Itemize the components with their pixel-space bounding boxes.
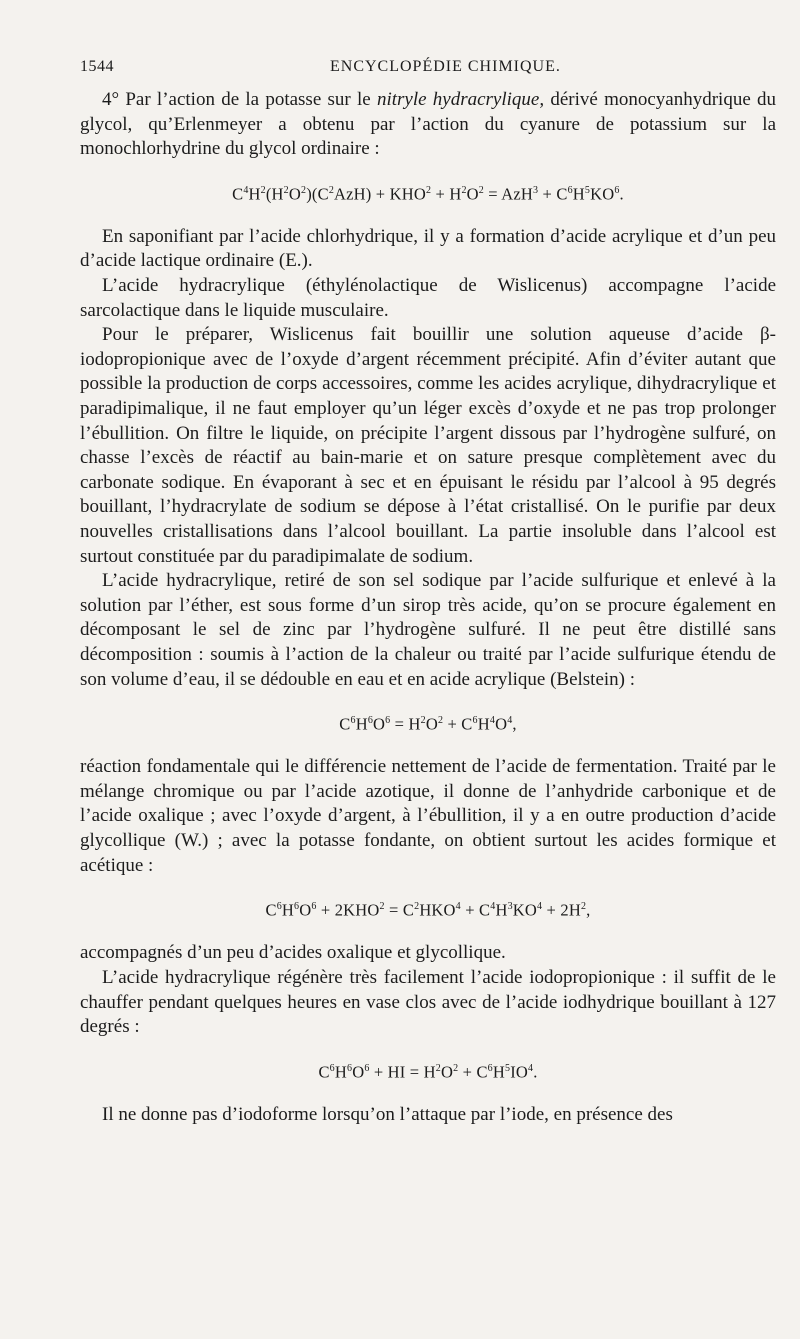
formula-superscript: 2	[478, 184, 484, 196]
formula-superscript: 4	[528, 1062, 534, 1074]
paragraph-accompanied: accompagnés d’un peu d’acides oxalique et glycollique.	[80, 942, 506, 964]
formula-superscript: 2	[414, 901, 420, 913]
formula-superscript: 2	[461, 184, 467, 196]
formula-1: $C^4H^2(H^2O^2)(C^2AzH) + KHO^2 + H^2O^2 = AzH^3 + C^6H^5KO^6$.	[232, 184, 624, 204]
formula-superscript: 6	[294, 901, 300, 913]
formula-superscript: 5	[505, 1062, 511, 1074]
formula-superscript: 6	[472, 715, 478, 727]
formula-superscript: 4	[507, 715, 513, 727]
formula-superscript: 2	[328, 184, 335, 196]
formula-superscript: 2	[580, 901, 587, 913]
paragraph-iodoform: Il ne donne pas d’iodoforme lorsqu’on l’attaque par l’iode, en présence des	[102, 1103, 673, 1125]
formula-superscript: 2	[260, 184, 266, 196]
formula-superscript: 6	[276, 901, 282, 913]
running-title: ENCYCLOPÉDIE CHIMIQUE.	[330, 58, 561, 75]
formula-superscript: 4	[537, 901, 543, 913]
formula-superscript: 6	[329, 1062, 335, 1074]
paragraph-occurrence: L’acide hydracrylique (éthylénolactique de Wislicenus) accompagne l’acide sarcolactique dans le liquide musculaire.	[80, 275, 776, 321]
formula-superscript: 2	[301, 184, 307, 196]
formula-2: $C^6H^6O^6 = H^2O^2 + C^6H^4O^4$,	[339, 714, 517, 734]
formula-superscript: 2	[425, 184, 432, 196]
formula-3: $C^6H^6O^6 + 2KHO^2 = C^2HKO^4 + C^4H^3KO^4 + 2H^2$,	[265, 900, 591, 920]
paragraph-reaction: réaction fondamentale qui le différencie nettement de l’acide de fermentation. Traité par le mélange chromique ou par l’acide azotique, il donne de l’anhydride carbonique et de l’acide oxalique ; avec l’oxyde d’argent, à l’ébullition, il y a en outre production d’acide glycollique (W.) ; avec la potasse fondante, on obtient surtout les acides formique et acétique :	[80, 756, 776, 876]
formula-superscript: 2	[435, 1062, 441, 1074]
formula-superscript: 2	[453, 1062, 459, 1074]
formula-superscript: 4	[490, 901, 496, 913]
body-text	[80, 88, 776, 1127]
formula-superscript: 6	[567, 184, 573, 196]
page-number: 1544	[80, 58, 114, 75]
formula-superscript: 6	[346, 1062, 353, 1074]
formula-superscript: 2	[420, 715, 426, 727]
formula-superscript: 2	[437, 715, 444, 727]
formula-superscript: 6	[614, 184, 620, 196]
paragraph-saponification: En saponifiant par l’acide chlorhydrique, il y a formation d’acide acrylique et d’un peu d’acide lactique ordinaire (E.).	[80, 225, 776, 272]
formula-superscript: 4	[455, 901, 461, 913]
paragraph-preparation: Pour le préparer, Wislicenus fait bouillir une solution aqueuse d’acide β-iodopropionique avec de l’oxyde d’argent récemment précipité. Afin d’éviter autant que possible la production de corps accessoires, comme les acides acrylique, dihydracrylique et paradipimalique, il ne faut employer qu’un léger excès d’oxyde et ne pas trop prolonger l’ébullition. On filtre le liquide, on précipite l’argent dissous par l’hydrogène sulfuré, on chasse l’excès de réactif au bain-marie et on sature presque complètement avec du carbonate sodique. En évaporant à sec et en épuisant le résidu par l’alcool à 95 degrés bouillant, l’hydracrylate de sodium se dépose à l’état cristallisé. On le purifie par deux nouvelles cristallisations dans l’alcool bouillant. La partie insoluble dans l’alcool est surtout constituée par du paradipimalate de sodium.	[80, 324, 776, 567]
formula-superscript: 6	[487, 1062, 493, 1074]
formula-superscript: 6	[367, 715, 374, 727]
emphasis-nitryle: nitryle hydracrylique,	[376, 89, 545, 110]
page-header	[80, 52, 776, 80]
paragraph-nitryle: 4° Par l’action de la potasse sur le nitryle hydracrylique, dérivé monocyanhydrique du glycol, qu’Erlenmeyer a obtenu par l’action du cyanure de potassium sur la monochlorhydrine du glycol ordinaire :	[80, 89, 777, 160]
formula-superscript: 4	[243, 184, 249, 196]
formula-superscript: 5	[584, 184, 591, 196]
formula-superscript: 6	[350, 715, 356, 727]
formula-superscript: 2	[379, 901, 385, 913]
paragraph-properties: L’acide hydracrylique, retiré de son sel sodique par l’acide sulfurique et enlevé à la solution par l’éther, est sous forme d’un sirop très acide, qu’on se procure également en décomposant le sel de zinc par l’hydrogène sulfuré. Il ne peut être distillé sans décomposition : soumis à l’action de la chaleur ou traité par l’acide sulfurique étendu de son volume d’eau, il se dédouble en eau et en acide acrylique (Belstein) :	[80, 570, 776, 690]
paragraph-regeneration: L’acide hydracrylique régénère très facilement l’acide iodopropionique : il suffit de le chauffer pendant quelques heures en vase clos avec de l’acide iodhydrique bouillant à 127 degrés :	[80, 966, 776, 1038]
formula-superscript: 3	[507, 901, 513, 913]
formula-superscript: 4	[489, 715, 496, 727]
formula-superscript: 6	[364, 1062, 370, 1074]
formula-superscript: 6	[311, 901, 317, 913]
formula-superscript: 2	[283, 184, 289, 196]
formula-4: $C^6H^6O^6$ + HI = $H^2O^2 + C^6H^5IO^4$.	[318, 1062, 538, 1082]
formula-superscript: 3	[533, 184, 539, 196]
formula-superscript: 6	[385, 715, 391, 727]
